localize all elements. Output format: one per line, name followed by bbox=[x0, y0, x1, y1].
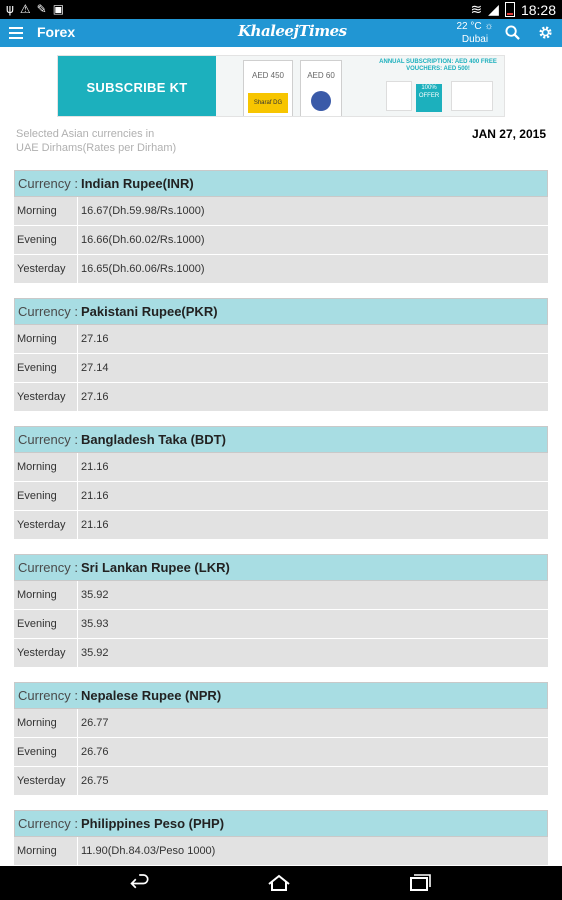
rate-row bbox=[14, 767, 548, 796]
search-icon[interactable] bbox=[505, 25, 520, 40]
rate-row bbox=[14, 453, 548, 482]
rate-value: 16.67(Dh.59.98/Rs.1000) bbox=[81, 205, 205, 217]
rate-value: 16.66(Dh.60.02/Rs.1000) bbox=[81, 234, 205, 246]
rate-value: 21.16 bbox=[81, 461, 109, 473]
rate-row bbox=[14, 581, 548, 610]
rate-value: 35.92 bbox=[81, 647, 109, 659]
rate-value: 26.76 bbox=[81, 746, 109, 758]
rate-value: 35.93 bbox=[81, 618, 109, 630]
currency-name: Nepalese Rupee (NPR) bbox=[81, 688, 222, 703]
currency-header bbox=[14, 682, 548, 709]
brand-logo bbox=[311, 91, 331, 111]
rate-row bbox=[14, 639, 548, 668]
rate-row bbox=[14, 610, 548, 639]
city: Dubai bbox=[461, 34, 489, 45]
currency-label: Currency : bbox=[18, 432, 78, 447]
currency-header bbox=[14, 170, 548, 197]
rate-value: 21.16 bbox=[81, 490, 109, 502]
rate-value: 26.75 bbox=[81, 775, 109, 787]
rate-value: 27.14 bbox=[81, 362, 109, 374]
rate-label: Morning bbox=[14, 581, 78, 609]
gift-box-2 bbox=[300, 60, 342, 117]
rate-row bbox=[14, 837, 548, 866]
currency-header bbox=[14, 298, 548, 325]
rate-row bbox=[14, 709, 548, 738]
rate-value: 21.16 bbox=[81, 519, 109, 531]
gift-label-1: AED 450 bbox=[251, 71, 285, 80]
rate-row bbox=[14, 226, 548, 255]
recents-icon[interactable] bbox=[406, 873, 432, 893]
rate-label: Morning bbox=[14, 325, 78, 353]
currency-block bbox=[14, 426, 548, 540]
annual-subscription-text: ANNUAL SUBSCRIPTION: AED 400 FREE VOUCHERS: AED 500! bbox=[379, 59, 497, 72]
menu-icon[interactable] bbox=[9, 27, 23, 39]
rate-label: Morning bbox=[14, 453, 78, 481]
currency-header bbox=[14, 426, 548, 453]
rate-row bbox=[14, 482, 548, 511]
rate-row bbox=[14, 255, 548, 284]
navigation-bar bbox=[0, 866, 562, 900]
rate-label: Evening bbox=[14, 610, 78, 638]
currency-name: Philippines Peso (PHP) bbox=[81, 816, 225, 831]
currency-label: Currency : bbox=[18, 560, 78, 575]
rate-row bbox=[14, 738, 548, 767]
currency-label: Currency : bbox=[18, 176, 78, 191]
back-icon[interactable] bbox=[127, 873, 153, 893]
rate-label: Evening bbox=[14, 354, 78, 382]
currency-label: Currency : bbox=[18, 816, 78, 831]
rate-label: Yesterday bbox=[14, 255, 78, 283]
rate-value: 16.65(Dh.60.06/Rs.1000) bbox=[81, 263, 205, 275]
currency-label: Currency : bbox=[18, 688, 78, 703]
currency-name: Sri Lankan Rupee (LKR) bbox=[81, 560, 230, 575]
voucher-image bbox=[386, 81, 412, 111]
currency-block bbox=[14, 810, 548, 866]
rate-value: 26.77 bbox=[81, 717, 109, 729]
rate-row bbox=[14, 383, 548, 412]
rate-label: Morning bbox=[14, 709, 78, 737]
currency-label: Currency : bbox=[18, 304, 78, 319]
rate-value: 27.16 bbox=[81, 333, 109, 345]
rate-label: Morning bbox=[14, 837, 78, 865]
rate-label: Evening bbox=[14, 226, 78, 254]
voucher-image-2 bbox=[451, 81, 493, 111]
rate-row bbox=[14, 354, 548, 383]
description-line: UAE Dirhams(Rates per Dirham) bbox=[16, 142, 177, 154]
wifi-icon: ≋ bbox=[470, 1, 483, 17]
home-icon[interactable] bbox=[266, 873, 292, 893]
gift-box-1 bbox=[243, 60, 293, 117]
currency-block bbox=[14, 554, 548, 668]
rate-row bbox=[14, 197, 548, 226]
currency-block bbox=[14, 682, 548, 796]
offer-badge: 100% OFFER bbox=[416, 84, 442, 112]
gift-label-2: AED 60 bbox=[307, 71, 335, 80]
rate-label: Evening bbox=[14, 738, 78, 766]
rate-label: Evening bbox=[14, 482, 78, 510]
app-bar bbox=[0, 19, 562, 47]
currency-name: Pakistani Rupee(PKR) bbox=[81, 304, 218, 319]
rate-value: 35.92 bbox=[81, 589, 109, 601]
currency-name: Indian Rupee(INR) bbox=[81, 176, 194, 191]
rate-label: Yesterday bbox=[14, 383, 78, 411]
status-right bbox=[470, 1, 556, 18]
rate-row bbox=[14, 511, 548, 540]
rate-label: Yesterday bbox=[14, 767, 78, 795]
rate-label: Yesterday bbox=[14, 639, 78, 667]
rates-date: JAN 27, 2015 bbox=[471, 127, 546, 141]
status-bar bbox=[0, 0, 562, 19]
currency-header bbox=[14, 810, 548, 837]
signal-icon: ◢ bbox=[488, 1, 499, 17]
status-time: 18:28 bbox=[520, 1, 556, 18]
weather-widget[interactable] bbox=[455, 20, 495, 46]
temperature: 22 °C ☼ bbox=[456, 21, 494, 32]
gear-icon[interactable] bbox=[538, 25, 553, 40]
khaleej-times-logo[interactable]: KhaleejTimes bbox=[238, 22, 347, 40]
rate-row bbox=[14, 325, 548, 354]
rate-label: Yesterday bbox=[14, 511, 78, 539]
currency-header bbox=[14, 554, 548, 581]
gift-brand: Sharaf DG bbox=[248, 93, 288, 113]
rate-value: 11.90(Dh.84.03/Peso 1000) bbox=[81, 845, 216, 857]
subscribe-button[interactable]: SUBSCRIBE KT bbox=[58, 56, 216, 117]
rate-label: Morning bbox=[14, 197, 78, 225]
rate-value: 27.16 bbox=[81, 391, 109, 403]
currency-block bbox=[14, 170, 548, 284]
description-line: Selected Asian currencies in bbox=[16, 128, 155, 140]
subscribe-banner[interactable] bbox=[57, 55, 505, 117]
currency-block bbox=[14, 298, 548, 412]
battery-icon bbox=[505, 2, 515, 17]
currency-name: Bangladesh Taka (BDT) bbox=[81, 432, 226, 447]
currency-list[interactable] bbox=[14, 170, 548, 880]
page-title: Forex bbox=[37, 24, 76, 40]
rates-description bbox=[16, 127, 216, 155]
status-left-icons: ψ⚠✎▣ bbox=[6, 2, 71, 16]
